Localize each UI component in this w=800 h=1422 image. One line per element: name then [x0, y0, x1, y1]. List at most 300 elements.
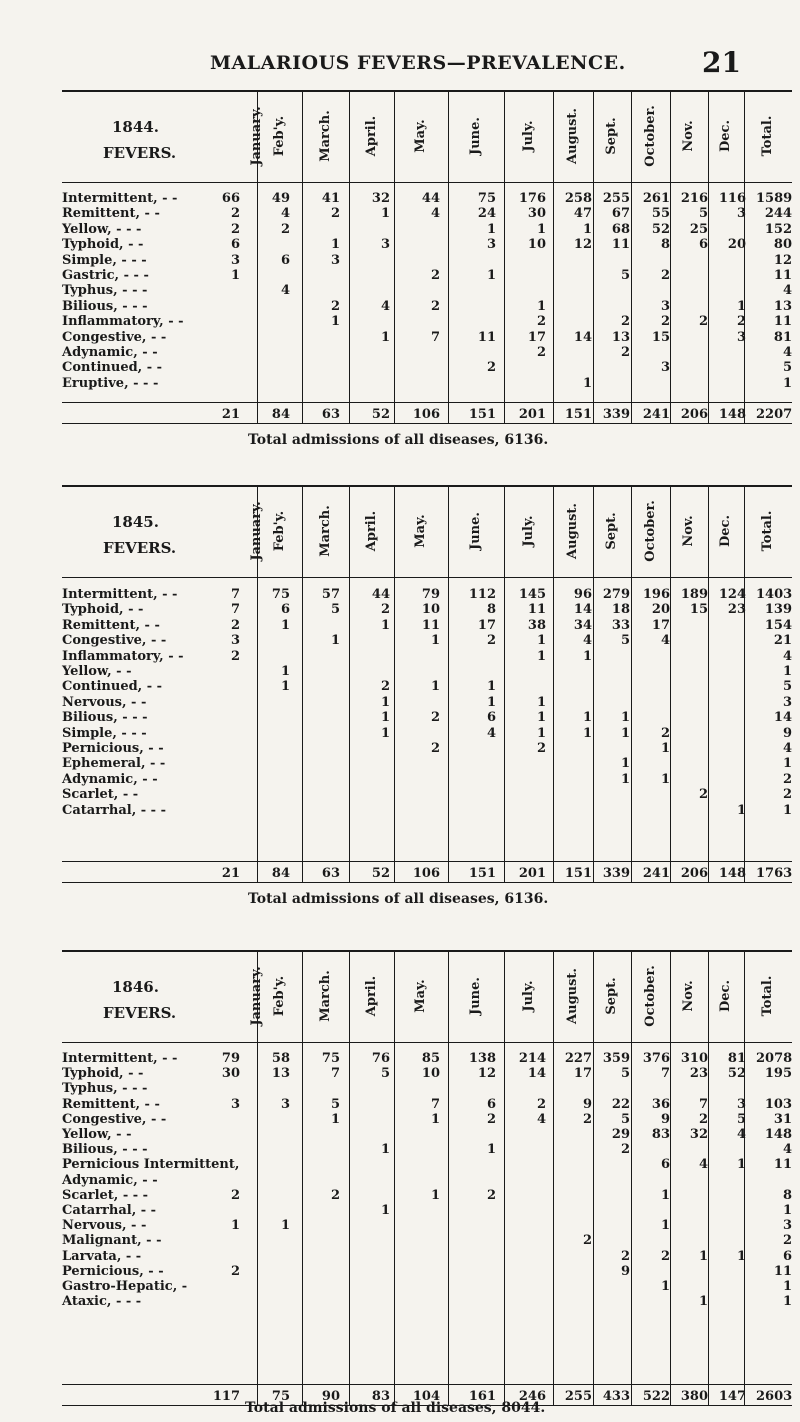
table-cell: 2 — [782, 787, 792, 803]
table-cell: 1 — [736, 1248, 746, 1264]
table-cell: 2 — [536, 1096, 546, 1112]
totals-cell: 201 — [518, 407, 546, 422]
table-cell: 5 — [620, 633, 630, 649]
table-cell: 57 — [321, 587, 340, 602]
table-cell: 7 — [330, 1066, 340, 1082]
table-cell: 55 — [651, 206, 670, 222]
table-cell: 17 — [573, 1066, 592, 1082]
totals-cell: 1763 — [756, 866, 793, 881]
table-cell: 79 — [221, 1051, 240, 1066]
fever-type-label: Nervous, - - — [62, 694, 147, 710]
table-cell: 1 — [280, 617, 290, 633]
fever-type-label: Remittent, - - — [62, 1096, 160, 1112]
fever-type-label: Typhoid, - - — [62, 237, 144, 253]
column-divider — [504, 485, 505, 882]
table-cell: 6 — [698, 237, 708, 253]
table-cell: 2 — [230, 206, 240, 222]
table-cell: 8 — [782, 1187, 792, 1203]
table-cell: 7 — [230, 602, 240, 618]
table-cell: 227 — [564, 1051, 592, 1066]
table-cell: 10 — [421, 1066, 440, 1082]
table-cell: 279 — [602, 587, 630, 602]
totals-cell: 241 — [642, 407, 670, 422]
table-cell: 195 — [764, 1066, 792, 1082]
column-divider — [593, 950, 594, 1405]
table-cell: 2 — [230, 617, 240, 633]
column-divider — [744, 90, 745, 423]
column-divider — [349, 485, 350, 882]
table-cell: 9 — [582, 1096, 592, 1112]
table-cell: 44 — [421, 191, 440, 206]
fever-type-label: Typhus, - - - — [62, 1081, 148, 1097]
column-divider — [394, 950, 395, 1405]
table-cell: 148 — [764, 1127, 792, 1142]
column-divider — [504, 950, 505, 1405]
table-cell: 1 — [620, 710, 630, 726]
table-cell: 1 — [698, 1294, 708, 1310]
table-cell: 2 — [486, 1187, 496, 1203]
totals-cell: 106 — [412, 407, 440, 422]
fever-type-label: Pernicious, - - — [62, 741, 164, 756]
month-header: October. — [642, 105, 658, 167]
table-cell: 76 — [371, 1051, 390, 1066]
table-cell: 32 — [689, 1127, 708, 1142]
column-divider — [670, 485, 671, 882]
table-cell: 11 — [773, 1263, 792, 1279]
table-cell: 244 — [764, 206, 792, 222]
table-cell: 12 — [773, 252, 792, 268]
table-cell: 29 — [611, 1127, 630, 1142]
table-cell: 2 — [620, 1142, 630, 1158]
fever-type-label: Gastro-Hepatic, - — [62, 1279, 188, 1294]
fever-type-label: Intermittent, - - — [62, 587, 178, 602]
table-bottom-rule — [62, 423, 792, 424]
table-cell: 1 — [660, 771, 670, 787]
table-cell: 1 — [430, 1187, 440, 1203]
table-cell: 8 — [660, 237, 670, 253]
column-divider — [448, 485, 449, 882]
totals-cell: 63 — [321, 866, 340, 881]
totals-cell: 117 — [212, 1389, 240, 1404]
table-totals-rule — [62, 861, 792, 862]
totals-cell: 201 — [518, 866, 546, 881]
fever-type-label: Ephemeral, - - — [62, 756, 166, 772]
table-cell: 2 — [660, 1248, 670, 1264]
fever-type-label: Pernicious, - - — [62, 1263, 164, 1279]
table-year: 1844. — [112, 118, 159, 136]
table-cell: 1 — [736, 1157, 746, 1173]
table-cell: 34 — [573, 617, 592, 633]
totals-cell: 21 — [221, 407, 240, 422]
fevers-heading: FEVERS. — [103, 144, 177, 162]
month-header: Nov. — [681, 980, 696, 1012]
table-cell: 2 — [660, 725, 670, 741]
table-cell: 58 — [271, 1051, 290, 1066]
table-cell: 1 — [736, 298, 746, 314]
month-header: April. — [363, 510, 379, 552]
table-cell: 4 — [582, 633, 592, 649]
fever-type-label: Inflammatory, - - — [62, 648, 184, 664]
month-header: Total. — [760, 510, 775, 552]
fever-type-label: Scarlet, - - - — [62, 1187, 149, 1203]
table-cell: 3 — [736, 206, 746, 222]
table-cell: 83 — [651, 1127, 670, 1142]
totals-cell: 21 — [221, 866, 240, 881]
month-header: Dec. — [718, 980, 733, 1012]
table-cell: 5 — [782, 679, 792, 695]
table-cell: 1 — [782, 1294, 792, 1310]
table-cell: 2078 — [756, 1051, 793, 1066]
totals-cell: 52 — [371, 866, 390, 881]
table-cell: 5 — [330, 602, 340, 618]
fever-type-label: Adynamic, - - — [62, 771, 158, 787]
totals-cell: 241 — [642, 866, 670, 881]
column-divider — [349, 90, 350, 423]
month-header: Total. — [760, 975, 775, 1017]
table-cell: 1 — [620, 756, 630, 772]
table-cell: 4 — [380, 298, 390, 314]
table-cell: 3 — [736, 329, 746, 345]
month-header: August. — [565, 968, 580, 1024]
totals-cell: 2603 — [756, 1389, 793, 1404]
totals-cell: 433 — [602, 1389, 630, 1404]
table-cell: 1 — [782, 1203, 792, 1218]
month-header: Nov. — [681, 120, 696, 152]
page-number: 21 — [702, 46, 741, 79]
table-cell: 80 — [773, 237, 792, 253]
table-cell: 3 — [736, 1096, 746, 1112]
table-cell: 1 — [536, 633, 546, 649]
table-cell: 66 — [221, 191, 240, 206]
fever-type-label: Congestive, - - — [62, 329, 167, 345]
table-header-rule — [62, 182, 792, 183]
table-cell: 2 — [380, 679, 390, 695]
column-divider — [553, 950, 554, 1405]
table-cell: 2 — [486, 1111, 496, 1127]
table-cell: 25 — [689, 221, 708, 237]
fever-type-label: Intermittent, - - — [62, 191, 178, 206]
table-cell: 85 — [421, 1051, 440, 1066]
table-cell: 5 — [736, 1111, 746, 1127]
column-divider — [394, 485, 395, 882]
table-cell: 1 — [486, 268, 496, 283]
table-cell: 5 — [782, 360, 792, 376]
table-cell: 7 — [660, 1066, 670, 1082]
table-cell: 1 — [582, 648, 592, 664]
table-cell: 1 — [536, 648, 546, 664]
totals-cell: 63 — [321, 407, 340, 422]
totals-cell: 104 — [412, 1389, 440, 1404]
table-cell: 1 — [582, 710, 592, 726]
totals-cell: 151 — [564, 407, 592, 422]
table-bottom-rule — [62, 882, 792, 883]
table-cell: 189 — [680, 587, 708, 602]
table-cell: 1 — [380, 329, 390, 345]
fever-type-label: Catarrhal, - - - — [62, 802, 166, 818]
table-cell: 23 — [689, 1066, 708, 1082]
table-cell: 1 — [582, 375, 592, 391]
totals-cell: 380 — [680, 1389, 708, 1404]
table-cell: 11 — [773, 268, 792, 283]
table-cell: 13 — [271, 1066, 290, 1082]
table-cell: 154 — [764, 617, 792, 633]
table-cell: 15 — [689, 602, 708, 618]
column-divider — [349, 950, 350, 1405]
table-cell: 1 — [380, 1203, 390, 1218]
table-cell: 2 — [430, 741, 440, 756]
fever-type-label: Typhoid, - - — [62, 1066, 144, 1082]
totals-cell: 339 — [602, 407, 630, 422]
table-cell: 1 — [736, 802, 746, 818]
fever-type-label: Simple, - - - — [62, 725, 147, 741]
table-cell: 9 — [782, 725, 792, 741]
totals-cell: 151 — [564, 866, 592, 881]
column-divider — [631, 485, 632, 882]
table-cell: 81 — [727, 1051, 746, 1066]
totals-cell: 255 — [564, 1389, 592, 1404]
table-cell: 7 — [698, 1096, 708, 1112]
table-cell: 4 — [698, 1157, 708, 1173]
table-cell: 2 — [660, 268, 670, 283]
table-cell: 2 — [486, 633, 496, 649]
month-header: May. — [413, 119, 428, 153]
table-cell: 1 — [330, 237, 340, 253]
table-cell: 3 — [660, 298, 670, 314]
fever-type-label: Continued, - - — [62, 360, 163, 376]
table-cell: 68 — [611, 221, 630, 237]
table-header-rule — [62, 577, 792, 578]
table-cell: 3 — [380, 237, 390, 253]
table-cell: 3 — [280, 1096, 290, 1112]
table-cell: 2 — [620, 345, 630, 360]
month-header: Sept. — [604, 117, 619, 155]
table-cell: 359 — [602, 1051, 630, 1066]
table-cell: 2 — [536, 741, 546, 756]
totals-cell: 206 — [680, 407, 708, 422]
table-cell: 24 — [477, 206, 496, 222]
fever-type-label: Scarlet, - - — [62, 787, 139, 803]
table-cell: 2 — [782, 771, 792, 787]
table-cell: 10 — [527, 237, 546, 253]
table-top-rule — [62, 950, 792, 952]
month-header: Dec. — [718, 120, 733, 152]
table-totals-rule — [62, 1384, 792, 1385]
table-cell: 11 — [773, 314, 792, 330]
totals-cell: 339 — [602, 866, 630, 881]
table-cell: 1 — [660, 741, 670, 756]
totals-cell: 151 — [468, 866, 496, 881]
fever-type-label: Catarrhal, - - — [62, 1203, 157, 1218]
table-cell: 5 — [620, 268, 630, 283]
table-cell: 1 — [330, 633, 340, 649]
fever-type-label: Remittent, - - — [62, 206, 160, 222]
table-cell: 11 — [421, 617, 440, 633]
totals-cell: 84 — [271, 407, 290, 422]
fever-type-label: Remittent, - - — [62, 617, 160, 633]
table-cell: 11 — [773, 1157, 792, 1173]
table-cell: 4 — [782, 1142, 792, 1158]
table-cell: 4 — [782, 741, 792, 756]
table-cell: 3 — [660, 360, 670, 376]
table-cell: 1 — [536, 725, 546, 741]
table-cell: 1 — [660, 1187, 670, 1203]
table-cell: 1 — [660, 1218, 670, 1234]
table-cell: 30 — [527, 206, 546, 222]
table-cell: 310 — [680, 1051, 708, 1066]
table-cell: 5 — [620, 1066, 630, 1082]
column-divider — [708, 485, 709, 882]
table-cell: 1 — [536, 221, 546, 237]
table-cell: 1 — [582, 725, 592, 741]
table-cell: 2 — [582, 1111, 592, 1127]
column-divider — [302, 485, 303, 882]
month-header: March. — [317, 970, 333, 1022]
table-cell: 1 — [330, 1111, 340, 1127]
table-cell: 1 — [782, 375, 792, 391]
table-year: 1845. — [112, 513, 159, 531]
fever-type-label: Bilious, - - - — [62, 298, 148, 314]
fever-type-label: Typhus, - - - — [62, 283, 148, 299]
month-header: May. — [413, 979, 428, 1013]
totals-cell: 148 — [718, 407, 746, 422]
table-cell: 196 — [642, 587, 670, 602]
table-cell: 1403 — [756, 587, 793, 602]
table-year: 1846. — [112, 978, 159, 996]
totals-cell: 75 — [271, 1389, 290, 1404]
table-cell: 1 — [486, 694, 496, 710]
table-cell: 1 — [486, 1142, 496, 1158]
fever-type-label: Inflammatory, - - — [62, 314, 184, 330]
column-divider — [302, 950, 303, 1405]
table-cell: 20 — [727, 237, 746, 253]
fever-type-label: Adynamic, - - — [62, 345, 158, 360]
table-cell: 31 — [773, 1111, 792, 1127]
table-cell: 2 — [380, 602, 390, 618]
table-cell: 6 — [230, 237, 240, 253]
total-admissions: Total admissions of all diseases, 8044. — [245, 1400, 546, 1416]
month-header: May. — [413, 514, 428, 548]
table-cell: 75 — [477, 191, 496, 206]
fever-type-label: Congestive, - - — [62, 1111, 167, 1127]
month-header: Feb'y. — [271, 115, 287, 157]
column-divider — [744, 485, 745, 882]
table-cell: 6 — [660, 1157, 670, 1173]
table-cell: 12 — [477, 1066, 496, 1082]
column-divider — [593, 90, 594, 423]
table-cell: 3 — [782, 694, 792, 710]
fever-type-label: Eruptive, - - - — [62, 375, 159, 391]
table-cell: 5 — [620, 1111, 630, 1127]
table-cell: 11 — [611, 237, 630, 253]
totals-cell: 151 — [468, 407, 496, 422]
table-cell: 2 — [582, 1233, 592, 1249]
table-cell: 1 — [380, 710, 390, 726]
table-cell: 1 — [486, 221, 496, 237]
table-cell: 6 — [486, 1096, 496, 1112]
table-cell: 3 — [230, 1096, 240, 1112]
table-cell: 6 — [782, 1248, 792, 1264]
table-cell: 2 — [698, 1111, 708, 1127]
table-cell: 103 — [764, 1096, 792, 1112]
month-header: Feb'y. — [271, 975, 287, 1017]
table-cell: 30 — [221, 1066, 240, 1082]
table-cell: 2 — [330, 1187, 340, 1203]
totals-cell: 83 — [371, 1389, 390, 1404]
table-cell: 1 — [280, 664, 290, 679]
totals-cell: 147 — [718, 1389, 746, 1404]
month-header: Sept. — [604, 977, 619, 1015]
table-cell: 7 — [430, 1096, 440, 1112]
table-cell: 5 — [330, 1096, 340, 1112]
table-cell: 116 — [718, 191, 746, 206]
table-cell: 10 — [421, 602, 440, 618]
month-header: June. — [468, 117, 483, 155]
column-divider — [302, 90, 303, 423]
table-cell: 1589 — [756, 191, 793, 206]
fever-type-label: Intermittent, - - — [62, 1051, 178, 1066]
table-cell: 1 — [782, 802, 792, 818]
table-cell: 1 — [430, 1111, 440, 1127]
month-header: July. — [520, 120, 536, 152]
table-cell: 112 — [468, 587, 496, 602]
fever-type-label: Congestive, - - — [62, 633, 167, 649]
table-cell: 12 — [573, 237, 592, 253]
table-cell: 14 — [573, 602, 592, 618]
totals-cell: 52 — [371, 407, 390, 422]
table-cell: 1 — [380, 725, 390, 741]
table-cell: 33 — [611, 617, 630, 633]
table-cell: 4 — [736, 1127, 746, 1142]
table-cell: 138 — [468, 1051, 496, 1066]
month-header: Feb'y. — [271, 510, 287, 552]
table-cell: 3 — [782, 1218, 792, 1234]
table-cell: 1 — [582, 221, 592, 237]
table-cell: 2 — [698, 314, 708, 330]
table-cell: 11 — [477, 329, 496, 345]
table-cell: 3 — [330, 252, 340, 268]
table-cell: 124 — [718, 587, 746, 602]
month-header: June. — [468, 512, 483, 550]
table-cell: 216 — [680, 191, 708, 206]
table-cell: 2 — [330, 206, 340, 222]
fever-type-label: Yellow, - - - — [62, 221, 142, 237]
table-cell: 4 — [536, 1111, 546, 1127]
table-cell: 2 — [230, 1263, 240, 1279]
month-header: August. — [565, 503, 580, 559]
totals-cell: 148 — [718, 866, 746, 881]
table-cell: 1 — [782, 756, 792, 772]
column-divider — [670, 950, 671, 1405]
fever-type-label: Larvata, - - — [62, 1248, 142, 1264]
table-cell: 9 — [620, 1263, 630, 1279]
table-cell: 18 — [611, 602, 630, 618]
table-cell: 21 — [773, 633, 792, 649]
table-cell: 1 — [380, 617, 390, 633]
table-cell: 96 — [573, 587, 592, 602]
table-cell: 79 — [421, 587, 440, 602]
table-cell: 23 — [727, 602, 746, 618]
table-cell: 15 — [651, 329, 670, 345]
total-admissions: Total admissions of all diseases, 6136. — [248, 891, 549, 907]
table-cell: 2 — [230, 1187, 240, 1203]
table-top-rule — [62, 485, 792, 487]
column-divider — [670, 90, 671, 423]
column-divider — [448, 90, 449, 423]
fever-type-label: Adynamic, - - — [62, 1172, 158, 1188]
table-cell: 6 — [280, 252, 290, 268]
fever-type-label: Ataxic, - - - — [62, 1294, 142, 1310]
table-cell: 4 — [782, 345, 792, 360]
